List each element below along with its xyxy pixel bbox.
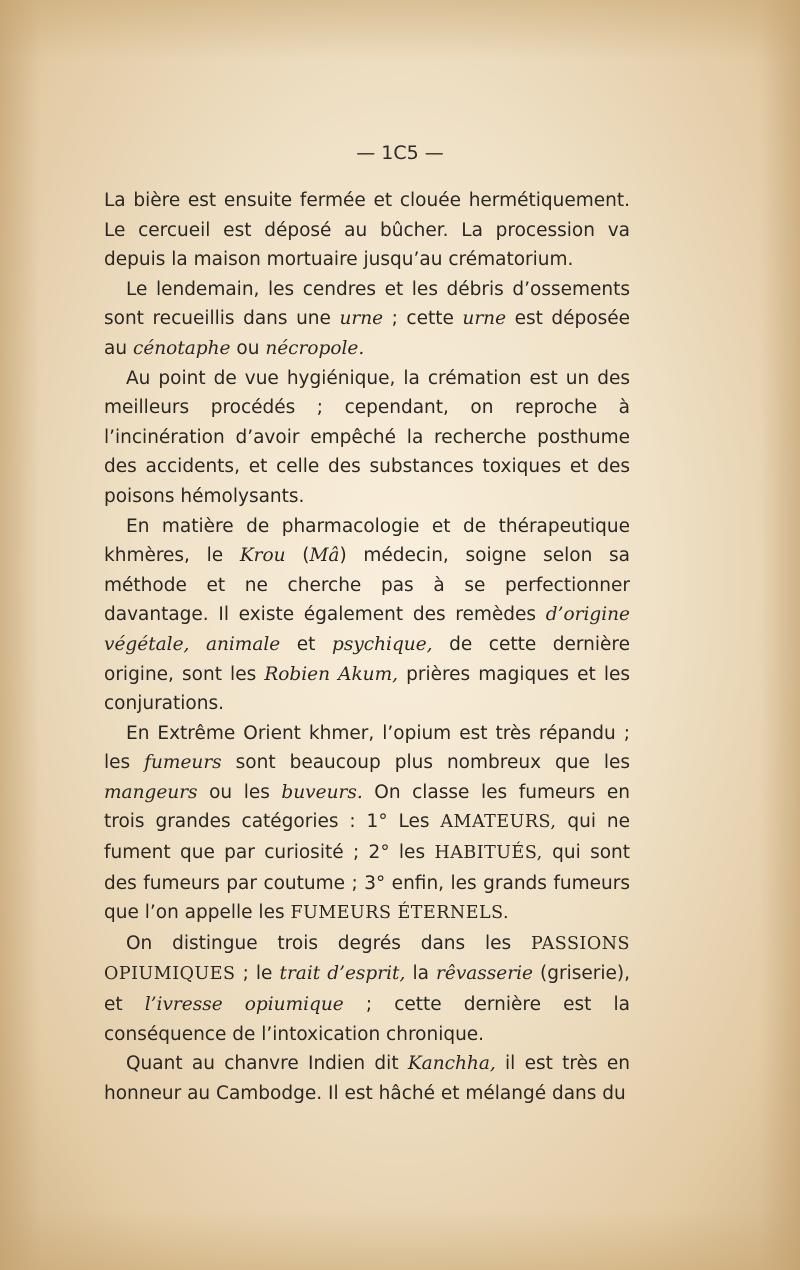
text-run: La bière est ensuite fermée et clouée hermétiquement. Le cercueil est déposé au bûcher. La procession va depuis la maison mortuaire jusqu’au crématorium.: [104, 190, 630, 271]
italic-text: Kanchha,: [407, 1053, 496, 1075]
text-run: et: [280, 633, 332, 655]
paragraph: [104, 719, 630, 929]
text-run: qui sont des fumeurs par coutume ; 3° enfin, les grands fumeurs que l’on appelle les: [104, 842, 631, 924]
italic-text: fumeurs: [144, 752, 222, 774]
italic-text: trait d’esprit,: [279, 963, 406, 985]
italic-text: urne: [339, 308, 384, 330]
text-run: ou: [230, 337, 266, 359]
text-run: En matière de pharmacologie et de thérapeutique khmères, le: [104, 515, 630, 567]
smallcaps-text: FUMEURS ÉTERNELS.: [290, 903, 510, 924]
text-run: Au point de vue hygiénique, la crémation est un des meilleurs procédés ; cependant, on reproche à l’incinération d’avoir empêché la recherche posthume des accidents, et celle des substances toxiques et des poisons hémolysants.: [104, 367, 630, 507]
text-run: On classe les fumeurs en trois grandes catégories : 1° Les: [104, 781, 630, 833]
paper-edge-shadow-left: [0, 0, 40, 1270]
paragraph: [104, 364, 630, 512]
page-number: — 1C5 —: [356, 142, 444, 164]
text-run: (griserie), et: [104, 963, 630, 1016]
paragraph: [104, 186, 630, 275]
paragraph: [104, 512, 630, 719]
text-run: Le lendemain, les cendres et les débris d’ossements sont recueillis dans une: [104, 278, 630, 330]
smallcaps-text: HABITUÉS,: [434, 843, 543, 864]
body-text: [104, 186, 630, 1108]
text-run: En Extrême Orient khmer, l’opium est très répandu ; les: [104, 722, 630, 774]
paper-edge-shadow-right: [760, 0, 800, 1270]
text-run: il est très en honneur au Cambodge. Il est hâché et mélangé dans du: [104, 1053, 630, 1104]
paper-edge-shadow-bottom: [0, 1210, 800, 1270]
italic-text: Krou: [239, 545, 286, 567]
text-run: Quant au chanvre Indien dit: [126, 1053, 408, 1075]
italic-text: rêvasserie: [436, 963, 533, 985]
italic-text: l’ivresse opiumique: [144, 994, 344, 1016]
italic-text: Robien Akum,: [264, 663, 399, 685]
italic-text: mangeurs: [104, 781, 198, 803]
paper-edge-shadow-top: [0, 0, 800, 60]
text-run: On distingue trois degrés dans les: [126, 932, 531, 954]
text-run: ; cette: [383, 308, 463, 330]
italic-text: psychique,: [331, 633, 433, 655]
smallcaps-text: AMATEURS,: [440, 812, 557, 833]
text-run: est déposée au: [104, 308, 631, 359]
text-run: de cette dernière origine, sont les: [104, 633, 630, 685]
text-run: ; le: [235, 963, 280, 985]
italic-text: d’origine végétale, animale: [104, 604, 630, 655]
paragraph: [104, 1049, 630, 1108]
italic-text: cénotaphe: [132, 337, 231, 359]
italic-text: nécropole.: [265, 337, 365, 359]
text-run: (: [285, 545, 310, 567]
paragraph: [104, 275, 630, 364]
text-run: ) médecin, soigne selon sa méthode et ne cherche pas à se perfectionner davantage. Il existe également des remèdes: [104, 545, 630, 626]
text-run: qui ne fument que par curiosité ; 2° les: [104, 811, 630, 864]
text-run: ou les: [197, 781, 282, 803]
text-run: la: [405, 963, 437, 985]
paragraph: [104, 929, 630, 1049]
text-run: prières magiques et les conjurations.: [104, 663, 630, 715]
smallcaps-text: PASSIONS OPIUMIQUES: [104, 933, 630, 985]
text-run: sont beaucoup plus nombreux que les: [221, 752, 630, 774]
italic-text: urne: [462, 308, 507, 330]
text-run: ; cette dernière est la conséquence de l’intoxication chronique.: [104, 994, 630, 1045]
italic-text: buveurs.: [281, 781, 363, 803]
italic-text: Mâ: [309, 545, 340, 567]
